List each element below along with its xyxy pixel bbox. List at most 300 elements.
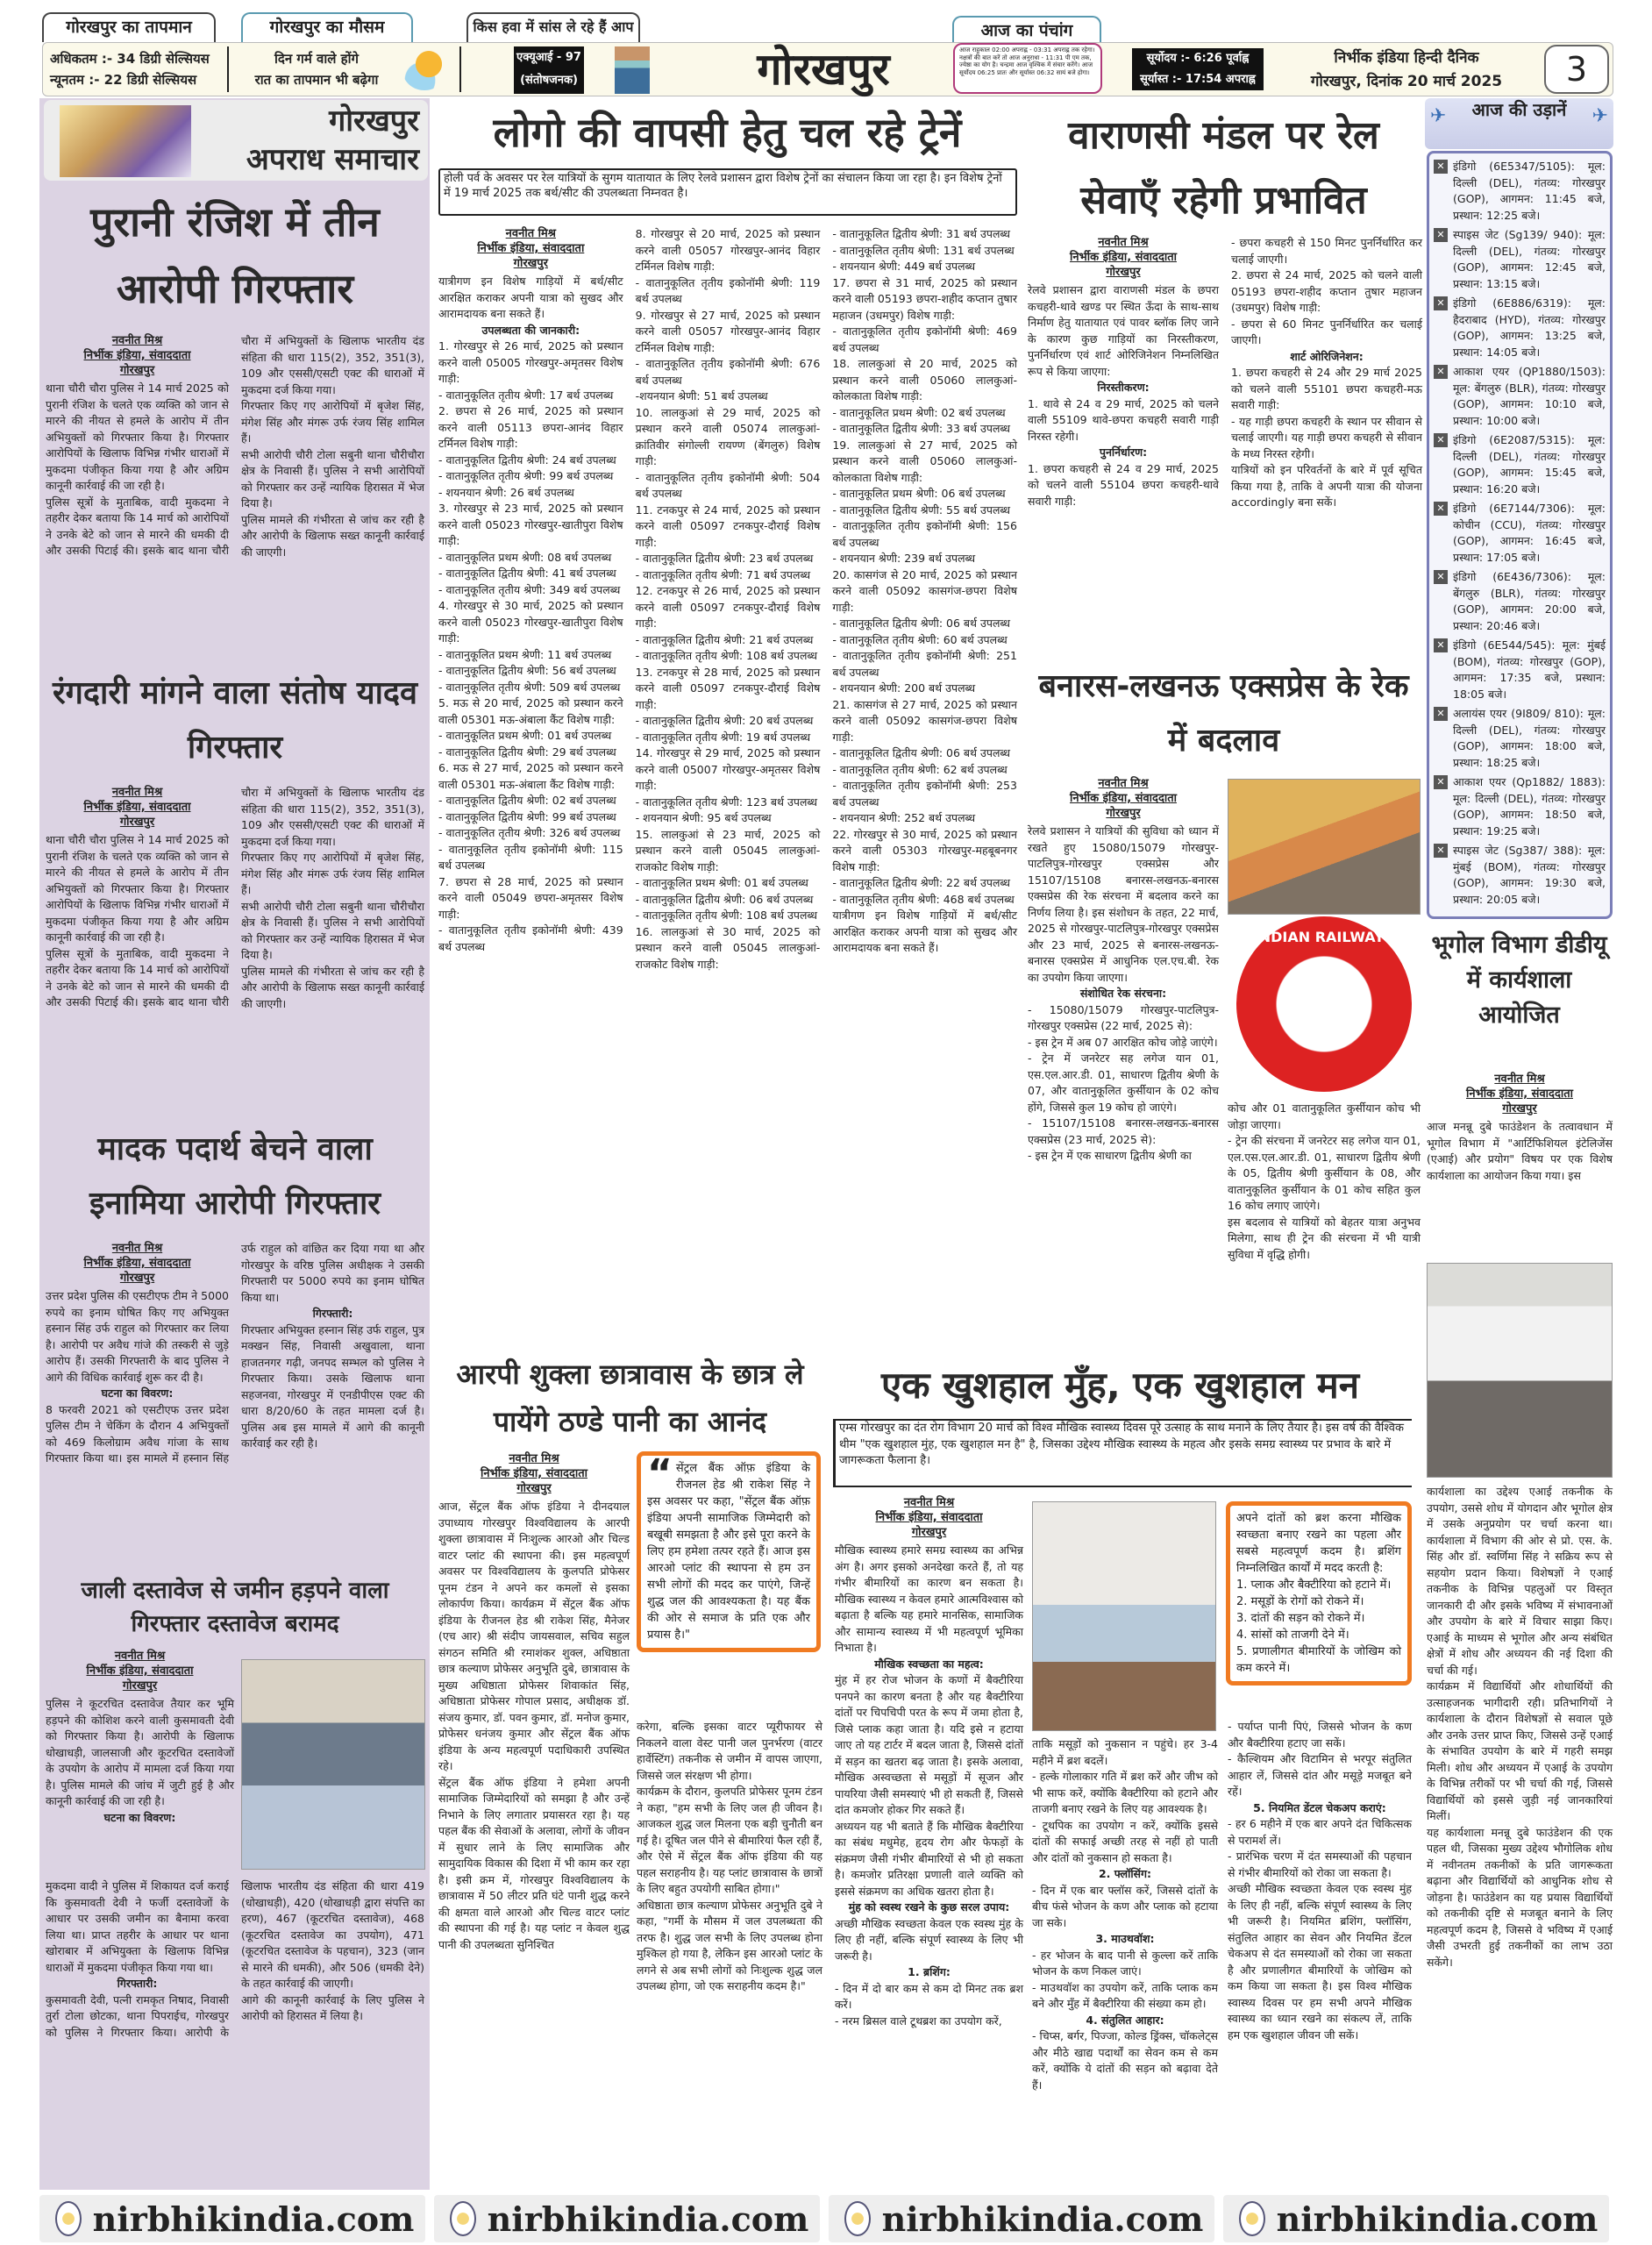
paper-name: निर्भीक इंडिया हिन्दी दैनिक (1334, 49, 1479, 67)
divider (459, 46, 461, 92)
paper-info (1279, 46, 1534, 94)
byline-org: निर्भीक इंडिया, संवाददाता (83, 1257, 191, 1270)
paragraph: - दिन में एक बार फ्लॉस करें, जिससे दांतों के बीच फंसे भोजन के कण और प्लाक को हटाया जा सके। (1032, 1883, 1218, 1929)
byline-name: नवनीत मिश्र (1098, 236, 1149, 249)
byline-name: नवनीत मिश्र (509, 1452, 559, 1465)
flight-bullet-icon: ✕ (1434, 365, 1448, 379)
paragraph: पुलिस मामले की गंभीरता से जांच कर रही है और आरोपी के खिलाफ सख्त कानूनी कार्रवाई की जाएगी। (241, 964, 424, 1010)
paragraph: यात्रीगण इन विशेष गाड़ियों में बर्थ/सीट आरक्षित कराकर अपनी यात्रा को सुखद और आरामदायक बना सकते हैं। (438, 274, 623, 320)
weather-label: गोरखपुर का मौसम (241, 12, 413, 42)
headline: भूगोल विभाग डीडीयू में कार्यशाला आयोजित (1431, 931, 1607, 1029)
paragraph: अध्ययन यह भी बताते हैं कि मौखिक बैक्टीरिया का संबंध मधुमेह, हृदय रोग और फेफड़ों के संक्रमण जैसी गंभीर बीमारियों से भी हो सकता है। कमजोर प्रतिरक्षा प्रणाली वाले व्यक्ति को इससे संक्रमण का अधिक खतरा होता है। (835, 1819, 1023, 1898)
flight-bullet-icon: ✕ (1434, 707, 1448, 721)
flight-item (1434, 296, 1606, 360)
divider (227, 46, 229, 92)
subheading: संशोधित रेक संरचना: (1079, 987, 1167, 1000)
paragraph: पुलिस ने कूटरचित दस्तावेज तैयार कर भूमि हड़पने की कोशिश करने वाली कुसमावती देवी को गिरफ्तार किया है। आरोपी के खिलाफ धोखाधड़ी, जालसाजी और कूटरचित दस्तावेजों के उपयोग के आरोप में मामला दर्ज किया गया है। पुलिस मामले की जांच में जुटी हुई है और कानूनी कार्रवाई की जा रही है। (46, 1697, 234, 1807)
paragraph: - वातानुकूलित तृतीय श्रेणी: 131 बर्थ उपलब्ध (832, 243, 1015, 257)
paragraph: 18. लालकुआं से 20 मार्च, 2025 को प्रस्थान करने वाली 05060 लालकुआं-कोलकाता विशेष गाड़ी: (832, 357, 1017, 403)
flight-bullet-icon: ✕ (1434, 160, 1448, 174)
flight-item (1434, 706, 1606, 771)
flight-bullet-icon: ✕ (1434, 433, 1448, 447)
paragraph: यात्रियों को इन परिवर्तनों के बारे में पूर्व सूचित किया गया है, ताकि वे अपनी यात्रा की योजना accordingly बना सकें। (1231, 463, 1422, 509)
police-illustration (60, 105, 191, 177)
paragraph: अच्छी मौखिक स्वच्छता केवल एक स्वस्थ मुंह के लिए ही नहीं, बल्कि संपूर्ण स्वास्थ्य के लिए भी जरूरी है। नियमित ब्रशिंग, फ्लॉसिंग, संतुलित आहार का सेवन और नियमित डेंटल चेकअप से दंत समस्याओं को रोका जा सकता है और प्रणालीगत बीमारियों के जोखिम को कम किया जा सकता है। इस विश्व मौखिक स्वास्थ्य दिवस पर हम सभी अपने मौखिक स्वास्थ्य का ध्यान रखने का संकल्प लें, ताकि हम एक खुशहाल जीवन जी सकें। (1228, 1882, 1412, 2042)
panchang-text: आज राहुकाल 02:00 अपराह्न - 03:31 अपराह्न तक रहेगा। नक्षत्रों की बात करें तो आज अनुराधा - 11:31 पी एम तक, ज्येष्ठा का योग है। चन्द्रमा आज वृश्चिक में संचार करेंगे। आज सूर्योदय 06:25 प्रातः और सूर्यास्त 06:32 सायं बजे होगा। (953, 43, 1102, 94)
paragraph: 4. गोरखपुर से 30 मार्च, 2025 को प्रस्थान करने वाली 05023 गोरखपुर-खातीपुरा विशेष गाड़ी: (438, 599, 623, 645)
paragraph: - हल्के गोलाकार गति में ब्रश करें और जीभ को भी साफ करें, क्योंकि बैक्टीरिया को हटाने और ताजगी बनाए रखने के लिए यह आवश्यक है। (1032, 1770, 1218, 1815)
sun-times (1132, 48, 1264, 90)
paragraph: - वातानुकूलित द्वितीय श्रेणी: 29 बर्थ उपलब्ध (438, 745, 616, 759)
headline: पुरानी रंजिश में तीन आरोपी गिरफ्तार (90, 198, 380, 312)
subheading: घटना का विवरण: (103, 1810, 176, 1824)
flight-item (1434, 159, 1606, 224)
paragraph: 15. लालकुआं से 23 मार्च, 2025 को प्रस्थान करने वाली 05045 लालकुआं-राजकोट विशेष गाड़ी: (635, 827, 821, 873)
paragraph: - शयनयान श्रेणी: 239 बर्थ उपलब्ध (832, 552, 976, 565)
byline-org: निर्भीक इंडिया, संवाददाता (1069, 792, 1177, 805)
paragraph: - वातानुकूलित तृतीय श्रेणी: 19 बर्थ उपलब्ध (635, 730, 811, 744)
paragraph: - हर भोजन के बाद पानी से कुल्ला करें ताकि भोजन के कण निकल जाएं। (1032, 1948, 1218, 1978)
paragraph: - वातानुकूलित तृतीय इकोनॉमी श्रेणी: 115 बर्थ उपलब्ध (438, 842, 623, 872)
city-masthead: गोरखपुर (757, 44, 890, 95)
paragraph: 14. गोरखपुर से 29 मार्च, 2025 को प्रस्थान करने वाली 05007 गोरखपुर-अमृतसर विशेष गाड़ी: (635, 746, 821, 792)
headline: आरपी शुक्ला छात्रावास के छात्र ले पायेंगे ठण्डे पानी का आनंद (456, 1358, 804, 1438)
arpi-article-body (438, 1451, 630, 1953)
press-logo-icon (844, 2201, 871, 2236)
subheading: 3. माउथवॉश: (1095, 1932, 1155, 1945)
paragraph: - वातानुकूलित तृतीय श्रेणी: 71 बर्थ उपलब्ध (635, 567, 811, 581)
footer-url[interactable]: nirbhikindia.com (1276, 2199, 1599, 2239)
byline (438, 1451, 630, 1496)
paragraph: - वातानुकूलित तृतीय इकोनॉमी श्रेणी: 251 बर्थ उपलब्ध (832, 649, 1017, 679)
dateline: गोरखपुर, दिनांक 20 मार्च 2025 (1310, 73, 1503, 90)
byline-org: निर्भीक इंडिया, संवाददाता (480, 1467, 587, 1480)
air-quality-label: किस हवा में सांस ले रहे हैं आप (466, 12, 640, 42)
paragraph: - वातानुकूलित द्वितीय श्रेणी: 02 बर्थ उपलब्ध (438, 794, 616, 807)
paragraph: - वातानुकूलित प्रथम श्रेणी: 11 बर्थ उपलब्ध (438, 647, 612, 661)
paragraph: - वातानुकूलित तृतीय इकोनॉमी श्रेणी: 504 बर्थ उपलब्ध (635, 470, 821, 500)
byline (1427, 1072, 1613, 1116)
flight-bullet-icon: ✕ (1434, 638, 1448, 652)
paragraph: 8. गोरखपुर से 20 मार्च, 2025 को प्रस्थान करने वाली 05057 गोरखपुर-आनंद विहार टर्मिनल विशेष गाड़ी: (635, 227, 821, 273)
paragraph: 1. छपरा कचहरी से 24 और 29 मार्च 2025 को चलने वाली 55101 छपरा कचहरी-मऊ सवारी गाड़ी: (1231, 366, 1422, 411)
banner-line: गोरखपुर (329, 103, 419, 139)
paragraph: - ट्रेन में जनरेटर सह लगेज यान 01, एस.एल.आर.डी. 01, साधारण द्वितीय श्रेणी के 07, और वातानुकूलित कुर्सीयान के 02 कोच होंगे, जिससे कुल 19 कोच हो जाएंगे। (1028, 1051, 1219, 1114)
paragraph: 1. गोरखपुर से 26 मार्च, 2025 को प्रस्थान करने वाली 05005 गोरखपुर-अमृतसर विशेष गाड़ी: (438, 339, 623, 385)
paragraph: - वातानुकूलित द्वितीय श्रेणी: 20 बर्थ उपलब्ध (635, 714, 814, 727)
flight-item (1434, 843, 1606, 908)
paragraph: - शयनयान श्रेणी: 252 बर्थ उपलब्ध (832, 811, 976, 824)
paragraph: - छपरा कचहरी से 150 मिनट पुनर्निर्धारित कर चलाई जाएगी। (1231, 236, 1422, 266)
indian-railways-logo (1236, 916, 1412, 1092)
paragraph: मुंह में हर रोज भोजन के कणों में बैक्टीरिया पनपने का कारण बनता है और यह बैक्टीरिया दांतों पर चिपचिपी परत के रूप में जमा होता है, जिसे प्लाक कहा जाता है। यदि इसे न हटाया जाए तो यह टार्टर में बदल जाता है, जिससे दांतों में सड़न का खतरा बढ़ जाता है। इसके अलावा, मौखिक अस्वच्छता से मसूड़ों में सूजन और पायरिया जैसी समस्याएं भी हो सकती हैं, जिससे दांत कमजोर होकर गिर सकते हैं। (835, 1673, 1023, 1816)
byline (46, 1241, 229, 1286)
paragraph: कार्यशाला का उद्देश्य एआई तकनीक के उपयोग, उससे शोध में योगदान और भूगोल क्षेत्र में उसके अनुप्रयोग पर चर्चा करना था। कार्यशाला में विभाग की ओर से प्रो. एस. के. सिंह और डॉ. स्वर्णिमा सिंह ने सक्रिय रूप से सहयोग प्रदान किया। विशेषज्ञों ने एआई तकनीक के विभिन्न पहलुओं पर विस्तृत जानकारी दी और इसके भविष्य में संभावनाओं और उपयोग के बारे में विचार साझा किए। एआई के माध्यम से भूगोल और अन्य संबंधित क्षेत्रों में शोध और अध्ययन की नई दिशा की चर्चा की गई। (1427, 1485, 1613, 1677)
quote-mark-icon: “ (647, 1451, 673, 1496)
paragraph: - वातानुकूलित द्वितीय श्रेणी: 06 बर्थ उपलब्ध (832, 616, 1011, 630)
paragraph: - वातानुकूलित द्वितीय श्रेणी: 99 बर्थ उपलब्ध (438, 809, 616, 823)
byline-name: नवनीत मिश्र (111, 786, 163, 799)
paragraph: -शयनयान श्रेणी: 51 बर्थ उपलब्ध (635, 389, 768, 403)
subheading: मुंह को स्वस्थ रखने के कुछ सरल उपाय: (848, 1900, 1010, 1914)
paragraph: - टूथपिक का उपयोग न करें, क्योंकि इससे दांतों की सफाई अच्छी तरह से नहीं हो पाती और दांतों को नुकसान हो सकता है। (1032, 1818, 1218, 1864)
subheading: पुनर्निर्धारण: (1099, 445, 1148, 459)
flight-item (1434, 432, 1606, 497)
flight-text: इंडिगो (6E436/7306): मूल: बेंगलुरु (BLR), गंतव्य: गोरखपुर (GOP), आगमन: 20:00 बजे, प्रस्थान: 20:46 बजे। (1453, 570, 1606, 632)
paragraph: - वातानुकूलित द्वितीय श्रेणी: 24 बर्थ उपलब्ध (438, 453, 616, 467)
press-logo-icon (55, 2201, 82, 2236)
paragraph: सेंट्रल बैंक ऑफ इंडिया ने हमेशा अपनी सामाजिक जिम्मेदारियों को समझा है और उन्हें निभाने के लिए लगातार प्रयासरत रहा है। यह पहल बैंक की सेवाओं के अलावा, लोगों के जीवन में सुधार लाने के लिए सामाजिक और सामुदायिक विकास की दिशा में भी काम कर रहा है। इसी क्रम में, गोरखपुर विश्वविद्यालय के छात्रावास में 50 लीटर प्रति घंटे पानी शुद्ध करने की क्षमता वाले आरओ और चिल्ड वाटर प्लांट की स्थापना की गई है। यह प्लांट न केवल शुद्ध पानी की उपलब्धता सुनिश्चित (438, 1775, 630, 1951)
paragraph: - 15107/15108 बनारस-लखनऊ-बनारस एक्सप्रेस (23 मार्च, 2025 से): (1028, 1116, 1219, 1146)
khushhal-article-body-cont2 (1228, 1719, 1412, 2043)
headline: मादक पदार्थ बेचने वाला इनामिया आरोपी गिरफ्तार (89, 1131, 381, 1222)
paragraph: - वातानुकूलित द्वितीय श्रेणी: 33 बर्थ उपलब्ध (832, 422, 1011, 435)
paragraph: 2. छपरा से 24 मार्च, 2025 को चलने वाली 05193 छपरा-शहीद कप्तान तुषार महाजन (उधमपुर) विशेष गाड़ी: (1231, 268, 1422, 314)
banaras-article-body (1028, 776, 1219, 1165)
paragraph: रेलवे प्रशासन ने यात्रियों की सुविधा को ध्यान में रखते हुए 15080/15079 गोरखपुर-पाटलिपुत्र-गोरखपुर एक्सप्रेस और 15107/15108 बनारस-लखनऊ-बनारस एक्सप्रेस की रेक संरचना में बदलाव करने का निर्णय लिया है। इस संशोधन के तहत, 22 मार्च, 2025 से गोरखपुर-पाटलिपुत्र-गोरखपुर एक्सप्रेस और 23 मार्च, 2025 से बनारस-लखनऊ-बनारस एक्सप्रेस में आधुनिक एल.एच.बी. रेक का उपयोग किया जाएगा। (1028, 824, 1219, 984)
dental-camp-photo (1032, 1501, 1216, 1731)
bhugol-article-body-cont (1427, 1484, 1613, 1971)
paragraph: - नरम ब्रिसल वाले टूथब्रश का उपयोग करें, (835, 2013, 1002, 2028)
paragraph: आज, सेंट्रल बैंक ऑफ इंडिया ने दीनदयाल उपाध्याय गोरखपुर विश्वविद्यालय के आरपी शुक्ला छात्रावास में निःशुल्क आरओ और चिल्ड वाटर प्लांट की स्थापना की। इस महत्वपूर्ण अवसर पर विश्वविद्यालय के कुलपति प्रोफेसर पूनम टंडन ने अपने कर कमलों से इसका लोकार्पण किया। कार्यक्रम में सेंट्रल बैंक ऑफ इंडिया के रीजनल हेड श्री राकेश सिंह, मैनेजर (एच आर) श्री संदीप जायसवाल, सचिव सहुल संगठन समिति श्री रमाशंकर शुक्ल, अधिष्ठाता छात्र कल्याण प्रोफेसर अनुभूति दुबे, छात्रावास के मुख्य अधिष्ठाता प्रोफेसर शिवाकांत सिंह, अधिष्ठाता प्रोफेसर गोपाल प्रसाद, अधीक्षक डॉ. संजय कुमार, डॉ. पवन कुमार, डॉ. मनोज कुमार, प्रोफेसर धनंजय कुमार और सेंट्रल बैंक ऑफ इंडिया के अन्य महत्वपूर्ण पदाधिकारी उपस्थित रहे। (438, 1500, 630, 1772)
subheading: 2. फ्लॉसिंग: (1098, 1867, 1152, 1880)
subheading: 5. नियमित डेंटल चेकअप कराएं: (1253, 1800, 1386, 1814)
byline-name: नवनीत मिश्र (903, 1496, 955, 1509)
byline-name: नवनीत मिश्र (111, 334, 163, 347)
byline-place: गोरखपुर (911, 1526, 947, 1539)
byline-place: गोरखपुर (1106, 807, 1141, 820)
paragraph: - यह गाड़ी छपरा कचहरी के स्थान पर सीवान से चलाई जाएगी। यह गाड़ी छपरा कचहरी से सीवान के मध्य निरस्त रहेगी। (1231, 414, 1422, 460)
headline: एक खुशहाल मुँह, एक खुशहाल मन (880, 1364, 1360, 1407)
quote-box (637, 1451, 821, 1652)
byline-org: निर्भीक इंडिया, संवाददाता (83, 349, 191, 362)
flight-item (1434, 569, 1606, 634)
khushhal-article-body (835, 1495, 1023, 2029)
flight-text: आकाश एयर (Qp1882/ 1883): मूल: दिल्ली (DEL), गंतव्य: गोरखपुर (GOP), आगमन: 18:50 बजे, प्रस्थान: 19:25 बजे। (1453, 775, 1606, 837)
paragraph: - वातानुकूलित तृतीय श्रेणी: 60 बर्थ उपलब्ध (832, 632, 1008, 646)
flight-bullet-icon: ✕ (1434, 570, 1448, 584)
flights-title: आज की उड़ानें (1471, 99, 1567, 120)
temp-max: अधिकतम :- 34 डिग्री सेल्सियस (50, 51, 210, 67)
paragraph: सभी आरोपी चौरी टोला सबुनी थाना चौरीचौरा क्षेत्र के निवासी हैं। पुलिस ने सभी आरोपियों को गिरफ्तार कर उन्हें न्यायिक हिरासत में भेज दिया है। (241, 899, 424, 961)
flight-item (1434, 638, 1606, 702)
paragraph: 11. टनकपुर से 24 मार्च, 2025 को प्रस्थान करने वाली 05097 टनकपुर-दौराई विशेष गाड़ी: (635, 502, 821, 549)
paragraph: - वातानुकूलित द्वितीय श्रेणी: 06 बर्थ उपलब्ध (635, 892, 814, 906)
flight-text: स्पाइस जेट (Sg139/ 940): मूल: दिल्ली (DEL), गंतव्य: गोरखपुर (GOP), आगमन: 12:45 बजे, प्रस्थान: 13:15 बजे। (1453, 228, 1606, 290)
footer-banner[interactable] (829, 2195, 1214, 2242)
flight-text: अलायंस एयर (9I809/ 810): मूल: दिल्ली (DEL), गंतव्य: गोरखपुर (GOP), आगमन: 18:00 बजे, प्रस्थान: 18:25 बजे। (1453, 707, 1606, 769)
paragraph: अच्छी मौखिक स्वच्छता केवल एक स्वस्थ मुंह के लिए ही नहीं, बल्कि संपूर्ण स्वास्थ्य के लिए भी जरूरी है। (835, 1916, 1023, 1963)
subheading: मौखिक स्वच्छता का महत्व: (874, 1657, 984, 1671)
subheading: घटना का विवरण: (101, 1386, 174, 1400)
headline: बनारस-लखनऊ एक्सप्रेस के रेक में बदलाव (1038, 668, 1409, 759)
paragraph: 8 फरवरी 2021 को एसटीएफ उत्तर प्रदेश पुलिस टीम ने चेकिंग के दौरान 4 अभियुक्तों को 469 किलोग्राम अवैध गांजा के साथ गिरफ्तार किया था। इस मामले में हस्नान सिंह उर्फ राहुल को वांछित कर दिया गया था और गोरखपुर के वरिष्ठ पुलिस अधीक्षक ने उसकी गिरफ्तारी पर 5000 रुपये का इनाम घोषित किया था। (46, 1242, 424, 1465)
footer-url[interactable]: nirbhikindia.com (487, 2199, 809, 2239)
byline-place: गोरखपुर (119, 364, 155, 377)
headline: वाराणसी मंडल पर रेल सेवाएँ रहेगी प्रभावित (1068, 113, 1379, 223)
article-forgery-part1 (46, 1649, 234, 1826)
article-narcotics (46, 1241, 424, 1467)
subheading: गिरफ्तारी: (117, 1977, 158, 1990)
logo-text: INDIAN RAILWAYS (1253, 929, 1395, 945)
paragraph: 3. दांतों की सड़न को रोकने में। (1236, 1612, 1365, 1625)
byline (835, 1495, 1023, 1540)
paragraph: - वातानुकूलित तृतीय श्रेणी: 468 बर्थ उपलब्ध (832, 892, 1015, 906)
paragraph: आगे की कानूनी कार्रवाई के लिए पुलिस ने आरोपी को हिरासत में लिया है। (241, 1992, 424, 2022)
paragraph: मौखिक स्वास्थ्य हमारे समग्र स्वास्थ्य का अभिन्न अंग है। अगर इसको अनदेखा करते हैं, तो यह गंभीर बीमारियों का कारण बन सकता है। मौखिक स्वास्थ्य न केवल हमारे आत्मविश्वास को बढ़ाता है बल्कि यह हमारे मानसिक, सामाजिक और सामान्य स्वास्थ्य में भी महत्वपूर्ण भूमिका निभाता है। (835, 1543, 1023, 1654)
paragraph: - माउथवॉश का उपयोग करें, ताकि प्लाक कम बने और मुँह में बैक्टीरिया की संख्या कम हो। (1032, 1980, 1218, 2010)
khushhal-intro: एम्स गोरखपुर का दंत रोग विभाग 20 मार्च को विश्व मौखिक स्वास्थ्य दिवस पूरे उत्साह के साथ मनाने के लिए तैयार है। इस वर्ष की वैश्विक थीम "एक खुशहाल मुंह, एक खुशहाल मन है" है, जिसका उद्देश्य मौखिक स्वास्थ्य के महत्व और इसके समग्र स्वास्थ्य पर प्रभाव के बारे में जागरूकता फैलाना है। (833, 1419, 1412, 1487)
page-number: 3 (1544, 45, 1609, 94)
flights-list (1427, 151, 1613, 919)
article-forgery-part2 (46, 1878, 424, 2041)
byline-org: निर्भीक इंडिया, संवाददाता (875, 1511, 983, 1524)
byline-org: निर्भीक इंडिया, संवाददाता (86, 1664, 194, 1678)
paragraph: - हर 6 महीने में एक बार अपने दंत चिकित्सक से परामर्श लें। (1228, 1817, 1412, 1847)
byline (46, 785, 229, 830)
weather-line: दिन गर्म वाले होंगे (274, 51, 359, 67)
byline-name: नवनीत मिश्र (111, 1242, 163, 1255)
byline-org: निर्भीक इंडिया, संवाददाता (1069, 251, 1177, 264)
paragraph: पुलिस सूत्रों के मुताबिक, वादी मुकदमा ने तहरीर देकर बताया कि 14 मार्च को आरोपियों ने उनके बेटे को जान से मारने की धमकी दी और उसकी पिटाई की। इसके बाद थाना चौरी चौरा में अभियुक्तों के खिलाफ भारतीय दंड संहिता की धारा 115(2), 352, 351(3), 109 और एससी/एसटी एक्ट की धाराओं में मुकदमा दर्ज किया गया। (46, 334, 424, 557)
sunset: सूर्यास्त :- 17:54 अपराह्न (1140, 73, 1256, 86)
subheading: 1. ब्रशिंग: (908, 1965, 951, 1978)
byline-name: नवनीत मिश्र (1494, 1073, 1545, 1086)
paragraph: 1. छपरा कचहरी से 24 व 29 मार्च, 2025 को चलने वाली 55104 छपरा कचहरी-थावे सवारी गाड़ी: (1028, 461, 1219, 508)
paragraph: 22. गोरखपुर से 30 मार्च, 2025 को प्रस्थान करने वाली 05303 गोरखपुर-महबूबनगर विशेष गाड़ी: (832, 827, 1017, 873)
paragraph: - 15080/15079 गोरखपुर-पाटलिपुत्र-गोरखपुर एक्सप्रेस (22 मार्च, 2025 से): (1028, 1002, 1219, 1032)
byline (1028, 776, 1219, 821)
paragraph: - शयनयान श्रेणी: 95 बर्थ उपलब्ध (635, 811, 772, 824)
trains-intro: होली पर्व के अवसर पर रेल यात्रियों के सुगम यातायात के लिए रेलवे प्रशासन द्वारा विशेष ट्रेनों का संचालन किया जा रहा है। इन विशेष ट्रेनों में 19 मार्च 2025 तक बर्थ/सीट की उपलब्धता निम्नवत है। (438, 168, 1017, 216)
aqi-status: (संतोषजनक) (520, 74, 578, 87)
paragraph: 20. कासगंज से 20 मार्च, 2025 को प्रस्थान करने वाली 05092 कासगंज-छपरा विशेष गाड़ी: (832, 567, 1017, 614)
paragraph: - वातानुकूलित प्रथम श्रेणी: 08 बर्थ उपलब्ध (438, 550, 612, 564)
headline: जाली दस्तावेज से जमीन हड़पने वाला गिरफ्तार दस्तावेज बरामद (81, 1578, 389, 1637)
airplane-icon: ✈ (1591, 105, 1608, 127)
paragraph: 13. टनकपुर से 28 मार्च, 2025 को प्रस्थान करने वाली 05097 टनकपुर-दौराई विशेष गाड़ी: (635, 665, 821, 711)
flight-item (1434, 774, 1606, 839)
flight-item (1434, 227, 1606, 292)
paragraph: - वातानुकूलित द्वितीय श्रेणी: 55 बर्थ उपलब्ध (832, 502, 1011, 517)
paragraph: - वातानुकूलित प्रथम श्रेणी: 01 बर्थ उपलब्ध (438, 729, 612, 742)
footer-banner[interactable] (39, 2195, 425, 2242)
press-logo-icon (1239, 2201, 1265, 2236)
paragraph: - इस ट्रेन में अब 07 आरक्षित कोच जोड़े जाएंगे। (1028, 1035, 1218, 1049)
paragraph: 16. लालकुआं से 30 मार्च, 2025 को प्रस्थान करने वाली 05045 लालकुआं-राजकोट विशेष गाड़ी: (635, 924, 821, 971)
paragraph: 2. छपरा से 26 मार्च, 2025 को प्रस्थान करने वाली 05113 छपरा-आनंद विहार टर्मिनल विशेष गाड़ी: (438, 404, 623, 450)
paragraph: - वातानुकूलित तृतीय इकोनॉमी श्रेणी: 119 बर्थ उपलब्ध (635, 275, 821, 305)
paragraph: 7. छपरा से 28 मार्च, 2025 को प्रस्थान करने वाली 05049 छपरा-अमृतसर विशेष गाड़ी: (438, 874, 623, 921)
masked-person-icon (615, 46, 650, 94)
paragraph: 17. छपरा से 31 मार्च, 2025 को प्रस्थान करने वाली 05193 छपरा-शहीद कप्तान तुषार महाजन (उधमपुर) विशेष गाड़ी: (832, 275, 1017, 322)
byline-place: गोरखपुर (513, 257, 548, 270)
paragraph: - शयनयान श्रेणी: 26 बर्थ उपलब्ध (438, 485, 574, 499)
paragraph: - इस ट्रेन में एक साधारण द्वितीय श्रेणी का (1028, 1149, 1192, 1162)
footer-banner[interactable] (434, 2195, 820, 2242)
flight-bullet-icon: ✕ (1434, 502, 1448, 516)
paragraph: - वातानुकूलित तृतीय श्रेणी: 123 बर्थ उपलब्ध (635, 795, 818, 809)
paragraph: 5. प्रणालीगत बीमारियों के जोखिम को कम करने में। (1236, 1645, 1401, 1675)
paragraph: - शयनयान श्रेणी: 200 बर्थ उपलब्ध (832, 681, 976, 695)
paragraph: - वातानुकूलित द्वितीय श्रेणी: 41 बर्थ उपलब्ध (438, 567, 616, 580)
flight-item (1434, 501, 1606, 566)
byline-org: निर्भीक इंडिया, संवाददाता (83, 801, 191, 814)
byline-place: गोरखपुर (516, 1482, 552, 1495)
paragraph: - वातानुकूलित तृतीय इकोनॉमी श्रेणी: 676 बर्थ उपलब्ध (635, 357, 821, 387)
paragraph: - प्रारंभिक चरण में दंत समस्याओं की पहचान से गंभीर बीमारियों को रोका जा सकता है। (1228, 1849, 1412, 1879)
flight-bullet-icon: ✕ (1434, 296, 1448, 310)
weather-line: रात का तापमान भी बढ़ेगा (254, 72, 379, 88)
subheading: शार्ट ओरिजिनेशन: (1290, 349, 1364, 363)
flight-bullet-icon: ✕ (1434, 775, 1448, 789)
headline: रंगदारी मांगने वाला संतोष यादव गिरफ्तार (52, 675, 418, 766)
subheading: उपलब्धता की जानकारी: (481, 323, 580, 337)
paragraph: - वातानुकूलित द्वितीय श्रेणी: 21 बर्थ उपलब्ध (635, 632, 814, 646)
weather-forecast (238, 48, 395, 90)
paragraph: मुकदमा वादी ने पुलिस में शिकायत दर्ज कराई कि कुसमावती देवी ने फर्जी दस्तावेजों के आधार पर उसकी जमीन का बैनामा करवा लिया था। प्राप्त तहरीर के आधार पर थाना खोराबार में अभियुक्ता के खिलाफ विभिन्न धाराओं में मुकदमा पंजीकृत किया गया था। (46, 1879, 229, 1974)
aqi-value: एक्यूआई - 97 (516, 51, 581, 64)
paragraph: - वातानुकूलित द्वितीय श्रेणी: 06 बर्थ उपलब्ध (832, 746, 1011, 759)
crime-banner-title (246, 102, 419, 179)
paragraph: - शयनयान श्रेणी: 449 बर्थ उपलब्ध (832, 260, 976, 273)
panchang-label: आज का पंचांग (952, 16, 1101, 42)
byline-org: निर्भीक इंडिया, संवाददाता (1465, 1087, 1573, 1101)
byline-name: नवनीत मिश्र (1098, 777, 1149, 790)
bhugol-article-body (1427, 1072, 1613, 1184)
paragraph: - चिप्स, बर्गर, पिज्जा, कोल्ड ड्रिंक्स, चॉकलेट्स और मीठे खाद्य पदार्थों का सेवन कम से कम करें, क्योंकि ये दांतों की सड़न को बढ़ावा देते हैं। (1032, 2029, 1218, 2092)
flight-text: इंडिगो (6E7144/7306): मूल: कोचीन (CCU), गंतव्य: गोरखपुर (GOP), आगमन: 16:45 बजे, प्रस्थान: 17:05 बजे। (1453, 502, 1606, 564)
banaras-article-body-cont (1228, 1101, 1421, 1263)
paragraph: 9. गोरखपुर से 27 मार्च, 2025 को प्रस्थान करने वाली 05057 गोरखपुर-आनंद विहार टर्मिनल विशेष गाड़ी: (635, 308, 821, 354)
paragraph: कार्यक्रम में विद्यार्थियों और शोधार्थियों की उत्साहजनक भागीदारी रही। प्रतिभागियों ने कार्यशाला के दौरान विशेषज्ञों से सवाल पूछे और उनके उत्तर प्राप्त किए, जिससे उन्हें एआई के संभावित उपयोग के बारे में गहरी समझ मिली। शोध और अध्ययन में एआई के उपयोग के विभिन्न तरीकों पर भी चर्चा की गई, जिससे विद्यार्थियों को इससे जुड़ी नई जानकारियां मिलीं। (1427, 1679, 1613, 1822)
paragraph: यह कार्यशाला मनन्नू दुबे फाउंडेशन की एक पहल थी, जिसका मुख्य उद्देश्य भौगोलिक शोध में नवीनतम तकनीकों के प्रति जागरूकता बढ़ाना और विद्यार्थियों को आधुनिक शोध से जोड़ना है। फाउंडेशन का यह प्रयास विद्यार्थियों को तकनीकी दृष्टि से मजबूत बनाने के लिए महत्वपूर्ण कदम है, जिससे वे भविष्य में एआई जैसी उभरती हुई तकनीकों का लाभ उठा सकेंगे। (1427, 1825, 1613, 1969)
flight-item (1434, 364, 1606, 429)
sunrise: सूर्योदय :- 6:26 पूर्वाह्न (1146, 52, 1250, 65)
crime-banner (44, 100, 428, 181)
paragraph: गिरफ्तार किए गए आरोपियों में बृजेश सिंह, मंगेश सिंह और मंगरू उर्फ रंजय सिंह शामिल हैं। (241, 399, 424, 445)
paragraph: - कैल्शियम और विटामिन से भरपूर संतुलित आहार लें, जिससे दांत और मसूड़े मजबूत बने रहें। (1228, 1752, 1412, 1798)
paragraph: - वातानुकूलित द्वितीय श्रेणी: 31 बर्थ उपलब्ध (832, 227, 1011, 240)
flight-text: इंडिगो (6E5347/5105): मूल: दिल्ली (DEL), गंतव्य: गोरखपुर (GOP), आगमन: 11:45 बजे, प्रस्थान: 12:25 बजे। (1453, 160, 1606, 222)
paragraph: 21. कासगंज से 27 मार्च, 2025 को प्रस्थान करने वाली 05092 कासगंज-छपरा विशेष गाड़ी: (832, 697, 1017, 744)
paragraph: 3. गोरखपुर से 23 मार्च, 2025 को प्रस्थान करने वाली 05023 गोरखपुर-खातीपुरा विशेष गाड़ी: (438, 502, 623, 547)
sun-cloud-icon (402, 50, 446, 90)
article-old-enmity (46, 333, 424, 560)
temperature-readout (50, 48, 210, 90)
workshop-photo (1427, 1263, 1613, 1478)
byline-place: गोरखपुर (1502, 1102, 1537, 1115)
paragraph: अधिष्ठाता छात्र कल्याण प्रोफेसर अनुभूति दुबे ने कहा, "गर्मी के मौसम में जल उपलब्धता की तरफ है। शुद्ध जल सभी के लिए उपलब्ध होना मुश्किल हो गया है, लेकिन इस आरओ प्लांट के लगने से अब सभी लोगों को निःशुल्क शुद्ध जल उपलब्ध होगा, जो एक सराहनीय कदम है।" (637, 1898, 822, 1992)
paragraph: गिरफ्तार अभियुक्त हस्नान सिंह उर्फ राहुल, पुत्र मक्खन सिंह, निवासी अखुवाला, थाना हाजतनगर गढ़ी, जनपद सम्भल को पुलिस ने गिरफ्तार किया। उसके खिलाफ थाना सहजनवा, गोरखपुर में एनडीपीएस एक्ट की धारा 8/20/60 के तहत मामला दर्ज है। पुलिस अब इस मामले में आगे की कानूनी कार्रवाई कर रही है। (241, 1322, 424, 1450)
temperature-label: गोरखपुर का तापमान (42, 12, 216, 42)
varanasi-article-body (1028, 235, 1422, 511)
paragraph: रेलवे प्रशासन द्वारा वाराणसी मंडल के छपरा कचहरी-थावे खण्ड पर स्थित ऊँदा के साथ-साथ निर्माण हेतु यातायात एवं पावर ब्लॉक लिए जाने के कारण कुछ गाड़ियों का निरस्तीकरण, पुनर्निर्धारण एवं शार्ट ओरिजिनेशन निम्नलिखित रूप से किया जाएगा: (1028, 283, 1219, 378)
byline-name: नवनीत मिश्र (114, 1650, 166, 1663)
byline-name: नवनीत मिश्र (505, 227, 556, 240)
article-extortion (46, 785, 424, 1012)
paragraph: - वातानुकूलित तृतीय श्रेणी: 108 बर्थ उपलब्ध (635, 909, 818, 922)
byline-place: गोरखपुर (122, 1679, 158, 1693)
paragraph: - वातानुकूलित तृतीय श्रेणी: 509 बर्थ उपलब्ध (438, 680, 621, 694)
paragraph: कोच और 01 वातानुकूलित कुर्सीयान कोच भी जोड़ा जाएगा। (1228, 1101, 1421, 1131)
paragraph: गिरफ्तार किए गए आरोपियों में बृजेश सिंह, मंगेश सिंह और मंगरू उर्फ रंजय सिंह शामिल हैं। (241, 851, 424, 896)
byline-place: गोरखपुर (119, 816, 155, 829)
arpi-article-body-cont (637, 1719, 822, 1995)
flight-text: इंडिगो (6E2087/5315): मूल: दिल्ली (DEL), गंतव्य: गोरखपुर (GOP), आगमन: 15:45 बजे, प्रस्थान: 16:20 बजे। (1453, 433, 1606, 495)
subheading: निरस्तीकरण: (1097, 381, 1150, 394)
paragraph: 5. मऊ से 20 मार्च, 2025 को प्रस्थान करने वाली 05301 मऊ-अंबाला कैंट विशेष गाड़ी: (438, 696, 623, 726)
paragraph: थाना चौरी चौरा पुलिस ने 14 मार्च 2025 को पुरानी रंजिश के चलते एक व्यक्ति को जान से मारने की नीयत से हमले के आरोप में तीन अभियुक्तों को गिरफ्तार किया है। गिरफ्तार आरोपियों के खिलाफ विभिन्न गंभीर धाराओं में मुकदमा पंजीकृत किया गया है और अग्रिम कानूनी कार्रवाई की जा रही है। (46, 833, 229, 944)
flight-bullet-icon: ✕ (1434, 228, 1448, 242)
paragraph: - दिन में दो बार कम से कम दो मिनट तक ब्रश करें। (835, 1981, 1023, 2011)
paragraph: थाना चौरी चौरा पुलिस ने 14 मार्च 2025 को पुरानी रंजिश के चलते एक व्यक्ति को जान से मारने की नीयत से हमले के आरोप में तीन अभियुक्तों को गिरफ्तार किया है। गिरफ्तार आरोपियों के खिलाफ विभिन्न गंभीर धाराओं में मुकदमा पंजीकृत किया गया है और अग्रिम कानूनी कार्रवाई की जा रही है। (46, 381, 229, 492)
paragraph: - वातानुकूलित तृतीय इकोनॉमी श्रेणी: 253 बर्थ उपलब्ध (832, 779, 1017, 809)
paragraph: 1. थावे से 24 व 29 मार्च, 2025 को चलने वाली 55109 थावे-छपरा कचहरी सवारी गाड़ी निरस्त रहेगी। (1028, 396, 1219, 443)
paragraph: - वातानुकूलित द्वितीय श्रेणी: 22 बर्थ उपलब्ध (832, 876, 1011, 889)
paragraph: - वातानुकूलित तृतीय श्रेणी: 17 बर्थ उपलब्ध (438, 388, 614, 402)
flight-bullet-icon: ✕ (1434, 844, 1448, 858)
paragraph: - वातानुकूलित द्वितीय श्रेणी: 23 बर्थ उपलब्ध (635, 552, 814, 565)
paragraph: इस बदलाव से यात्रियों को बेहतर यात्रा अनुभव मिलेगा, साथ ही ट्रेन की संरचना में भी यात्री सुविधा में वृद्धि होगी। (1228, 1215, 1421, 1261)
paragraph: पुलिस सूत्रों के मुताबिक, वादी मुकदमा ने तहरीर देकर बताया कि 14 मार्च को आरोपियों ने उनके बेटे को जान से मारने की धमकी दी और उसकी पिटाई की। इसके बाद थाना चौरी चौरा में अभियुक्तों के खिलाफ भारतीय दंड संहिता की धारा 115(2), 352, 351(3), 109 और एससी/एसटी एक्ट की धाराओं में मुकदमा दर्ज किया गया। (46, 786, 424, 1008)
paragraph: - पर्याप्त पानी पिएं, जिससे भोजन के कण और बैक्टीरिया हटाए जा सकें। (1228, 1720, 1412, 1750)
footer-banner[interactable] (1223, 2195, 1609, 2242)
headline: लोगो की वापसी हेतु चल रहे ट्रेनें (493, 109, 962, 156)
flight-text: इंडिगो (6E544/545): मूल: मुंबई (BOM), गंतव्य: गोरखपुर (GOP), आगमन: 17:35 बजे, प्रस्थान: 18:05 बजे। (1453, 638, 1606, 701)
byline (46, 1649, 234, 1693)
trains-article-body (438, 226, 1017, 973)
header-bar (42, 42, 1613, 96)
train-photo (1228, 779, 1421, 915)
footer-url[interactable]: nirbhikindia.com (881, 2199, 1204, 2239)
flight-text: स्पाइस जेट (Sg387/ 388): मूल: मुंबई (BOM), गंतव्य: गोरखपुर (GOP), आगमन: 19:30 बजे, प्रस्थान: 20:05 बजे। (1453, 844, 1606, 906)
subheading: गिरफ्तारी: (312, 1307, 353, 1320)
paragraph: - वातानुकूलित तृतीय श्रेणी: 99 बर्थ उपलब्ध (438, 469, 614, 482)
paragraph: उत्तर प्रदेश पुलिस की एसटीएफ टीम ने 5000 रुपये का इनाम घोषित किए गए अभियुक्त हस्नान सिंह उर्फ राहुल को गिरफ्तार कर लिया है। आरोपी पर अवैध गांजे की तस्करी से जुड़े आरोप हैं। उसकी गिरफ्तारी के बाद पुलिस ने आगे की विधिक कार्रवाई शुरू कर दी है। (46, 1289, 229, 1384)
paragraph: 10. लालकुआं से 29 मार्च, 2025 को प्रस्थान करने वाली 05074 लालकुआं-क्रांतिवीर संगोल्ली रायण्ण (बेंगलुरु) विशेष गाड़ी: (635, 405, 821, 467)
footer-url[interactable]: nirbhikindia.com (92, 2199, 415, 2239)
temp-min: न्यूनतम :- 22 डिग्री सेल्सियस (50, 72, 197, 88)
paragraph: 6. मऊ से 27 मार्च, 2025 को प्रस्थान करने वाली 05301 मऊ-अंबाला कैंट विशेष गाड़ी: (438, 761, 623, 791)
quote-text: सेंट्रल बैंक ऑफ़ इंडिया के रीजनल हेड श्री राकेश सिंह ने इस अवसर पर कहा, "सेंट्रल बैंक ऑफ़ इंडिया अपनी सामाजिक जिम्मेदारी को बखूबी समझता है और इसे पूरा करने के लिए हम हमेशा तत्पर रहते हैं। आज इस आरओ प्लांट की स्थापना से हम उन सभी लोगों की मदद कर पाएंगे, जिन्हें शुद्ध जल की आवश्यकता है। यह बैंक की ओर से समाज के प्रति एक और प्रयास है।" (647, 1462, 810, 1642)
flights-header (1425, 98, 1613, 149)
paragraph: - वातानुकूलित प्रथम श्रेणी: 06 बर्थ उपलब्ध (832, 487, 1006, 500)
paragraph: - वातानुकूलित प्रथम श्रेणी: 01 बर्थ उपलब्ध (635, 876, 808, 889)
paragraph: सभी आरोपी चौरी टोला सबुनी थाना चौरीचौरा क्षेत्र के निवासी हैं। पुलिस ने सभी आरोपियों को गिरफ्तार कर उन्हें न्यायिक हिरासत में भेज दिया है। (241, 447, 424, 510)
paragraph: - वातानुकूलित तृतीय इकोनॉमी श्रेणी: 439 बर्थ उपलब्ध (438, 923, 623, 953)
byline-place: गोरखपुर (1106, 266, 1141, 279)
byline (1028, 235, 1219, 280)
arrest-photo (241, 1659, 425, 1870)
paragraph: - वातानुकूलित तृतीय श्रेणी: 349 बर्थ उपलब्ध (438, 582, 621, 596)
press-logo-icon (450, 2201, 476, 2236)
banner-line: अपराध समाचार (246, 142, 419, 177)
paragraph: ताकि मसूड़ों को नुकसान न पहुंचे। हर 3-4 महीने में ब्रश बदलें। (1032, 1737, 1218, 1767)
paragraph: - वातानुकूलित द्वितीय श्रेणी: 56 बर्थ उपलब्ध (438, 664, 616, 677)
byline (46, 333, 229, 378)
paragraph: - वातानुकूलित तृतीय श्रेणी: 108 बर्थ उपलब्ध (635, 649, 818, 662)
paragraph: 4. सांसों को ताजगी देने में। (1236, 1629, 1349, 1642)
flight-text: आकाश एयर (QP1880/1503): मूल: बेंगलुरु (BLR), गंतव्य: गोरखपुर (GOP), आगमन: 10:10 बजे, प्रस्थान: 10:00 बजे। (1453, 365, 1606, 427)
paragraph: 2. मसूड़ों के रोगों को रोकने में। (1236, 1595, 1364, 1608)
paragraph: - वातानुकूलित तृतीय इकोनॉमी श्रेणी: 156 बर्थ उपलब्ध (832, 519, 1017, 549)
paragraph: - वातानुकूलित प्रथम श्रेणी: 02 बर्थ उपलब्ध (832, 405, 1006, 419)
paragraph: - वातानुकूलित तृतीय श्रेणी: 326 बर्थ उपलब्ध (438, 826, 621, 839)
byline-org: निर्भीक इंडिया, संवाददाता (477, 242, 585, 255)
paragraph: अपने दांतों को ब्रश करना मौखिक स्वच्छता बनाए रखने का पहला और सबसे महत्वपूर्ण कदम है। ब्रशिंग निम्नलिखित कार्यों में मदद करती है: (1236, 1512, 1401, 1575)
byline (438, 226, 623, 271)
